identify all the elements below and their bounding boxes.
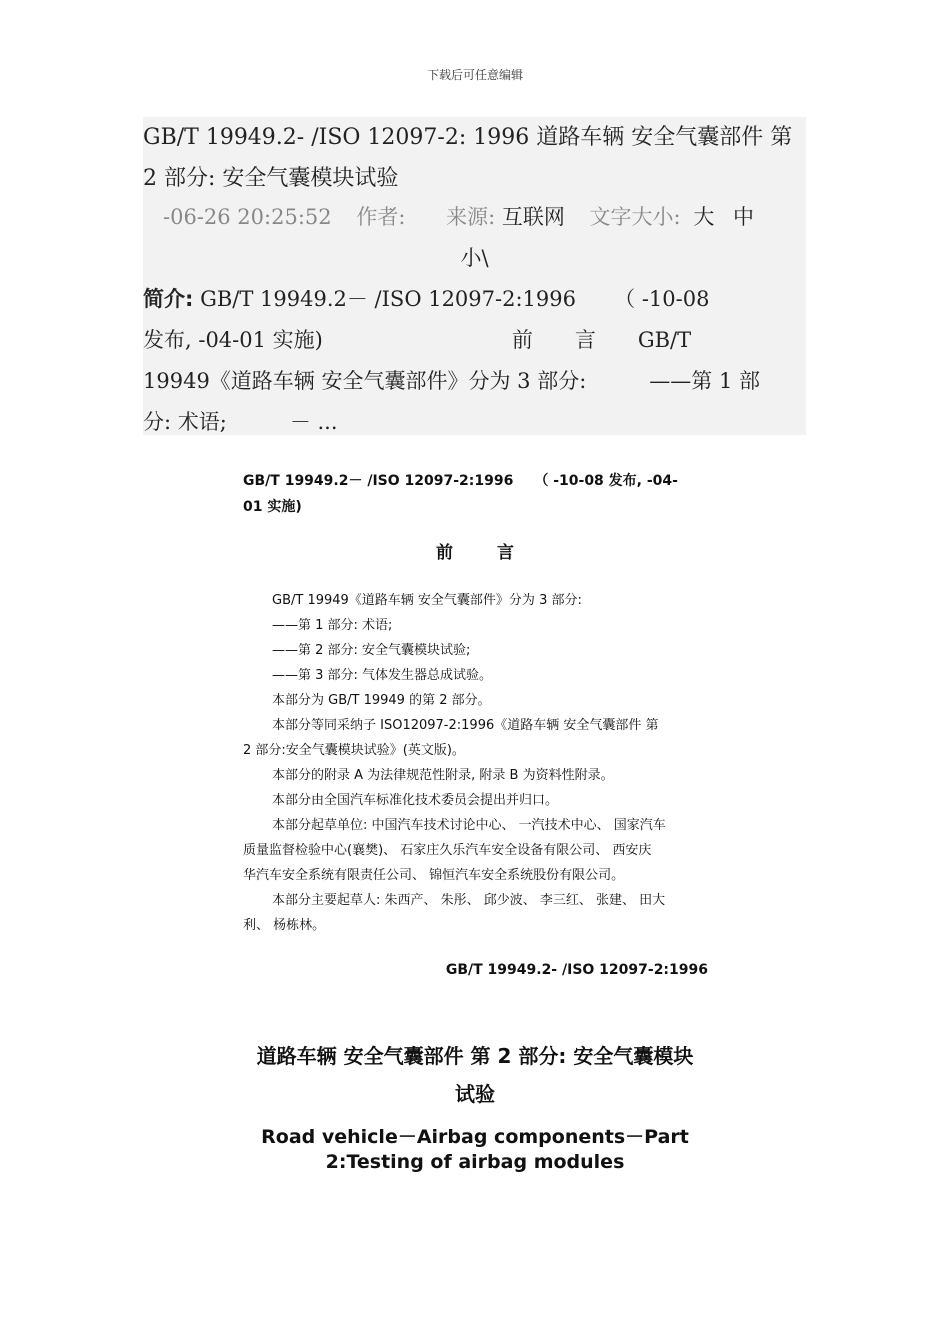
font-size-medium-link[interactable]: 中 bbox=[733, 205, 754, 229]
header-note: 下载后可任意编辑 bbox=[426, 68, 523, 82]
source-label: 来源: bbox=[446, 205, 496, 229]
chinese-title bbox=[0, 1037, 950, 1113]
summary-text-line4: 分: 术语; － ... bbox=[143, 410, 338, 434]
font-size-label: 文字大小: bbox=[589, 205, 681, 229]
summary-text-line3: 19949《道路车辆 安全气囊部件》分为 3 部分: ——第 1 部 bbox=[143, 369, 760, 393]
paragraph: ——第 2 部分: 安全气囊模块试验; bbox=[272, 643, 471, 658]
article-title-line2[interactable]: 2 部分: 安全气囊模块试验 bbox=[143, 166, 399, 191]
paragraph: 本部分主要起草人: 朱西产、 朱彤、 邱少波、 李三红、 张建、 田大 bbox=[272, 893, 666, 908]
summary-text-line2: 发布, -04-01 实施) 前 言 GB/T bbox=[143, 328, 692, 352]
chinese-title-line1: 道路车辆 安全气囊部件 第 2 部分: 安全气囊模块 bbox=[256, 1044, 694, 1068]
english-title bbox=[0, 1125, 950, 1175]
source-value: 互联网 bbox=[501, 205, 565, 229]
publication-info bbox=[243, 468, 708, 520]
paragraph: 本部分由全国汽车标准化技术委员会提出并归口。 bbox=[272, 793, 559, 808]
foreword-title: 前言 bbox=[436, 543, 558, 563]
article-date: -06-26 20:25:52 bbox=[163, 205, 332, 229]
publication-info-line1: GB/T 19949.2－ /ISO 12097-2:1996 （ -10-08 发布, -04- bbox=[243, 473, 678, 489]
paragraph: 本部分等同采纳子 ISO12097-2:1996《道路车辆 安全气囊部件 第 bbox=[272, 718, 659, 733]
paragraph: GB/T 19949《道路车辆 安全气囊部件》分为 3 部分: bbox=[272, 593, 582, 608]
paragraph-continuation: 质量监督检验中心(襄樊)、 石家庄久乐汽车安全设备有限公司、 西安庆 bbox=[243, 843, 652, 858]
standard-number: GB/T 19949.2- /ISO 12097-2:1996 bbox=[445, 962, 708, 978]
paragraph: 本部分为 GB/T 19949 的第 2 部分。 bbox=[272, 693, 491, 708]
paragraph: 本部分的附录 A 为法律规范性附录, 附录 B 为资料性附录。 bbox=[272, 768, 614, 783]
english-title-line2: 2:Testing of airbag modules bbox=[325, 1151, 625, 1173]
paragraph: ——第 3 部分: 气体发生器总成试验。 bbox=[272, 668, 493, 683]
english-title-line1: Road vehicle－Airbag components－Part bbox=[261, 1126, 689, 1148]
article-title-line1[interactable]: GB/T 19949.2- /ISO 12097-2: 1996 道路车辆 安全气囊部件 第 bbox=[143, 125, 793, 150]
font-size-large-link[interactable]: 大 bbox=[693, 205, 715, 229]
paragraph-continuation: 2 部分:安全气囊模块试验》(英文版)。 bbox=[243, 743, 465, 758]
paragraph: 本部分起草单位: 中国汽车技术讨论中心、 一汽技术中心、 国家汽车 bbox=[272, 818, 666, 833]
author-label: 作者: bbox=[356, 205, 406, 229]
summary-label: 简介: bbox=[143, 287, 194, 311]
article-summary-block bbox=[143, 117, 806, 435]
article-meta bbox=[143, 197, 806, 238]
publication-info-line2: 01 实施) bbox=[243, 499, 302, 515]
summary-text-line1: GB/T 19949.2－ /ISO 12097-2:1996 （ -10-08 bbox=[193, 287, 710, 311]
paragraph: ——第 1 部分: 术语; bbox=[272, 618, 393, 633]
paragraph-continuation: 利、 杨栋林。 bbox=[243, 918, 326, 933]
chinese-title-line2: 试验 bbox=[455, 1082, 495, 1106]
font-size-small-link[interactable]: 小\ bbox=[460, 246, 489, 270]
paragraph-continuation: 华汽车安全系统有限责任公司、 锦恒汽车安全系统股份有限公司。 bbox=[243, 868, 625, 883]
